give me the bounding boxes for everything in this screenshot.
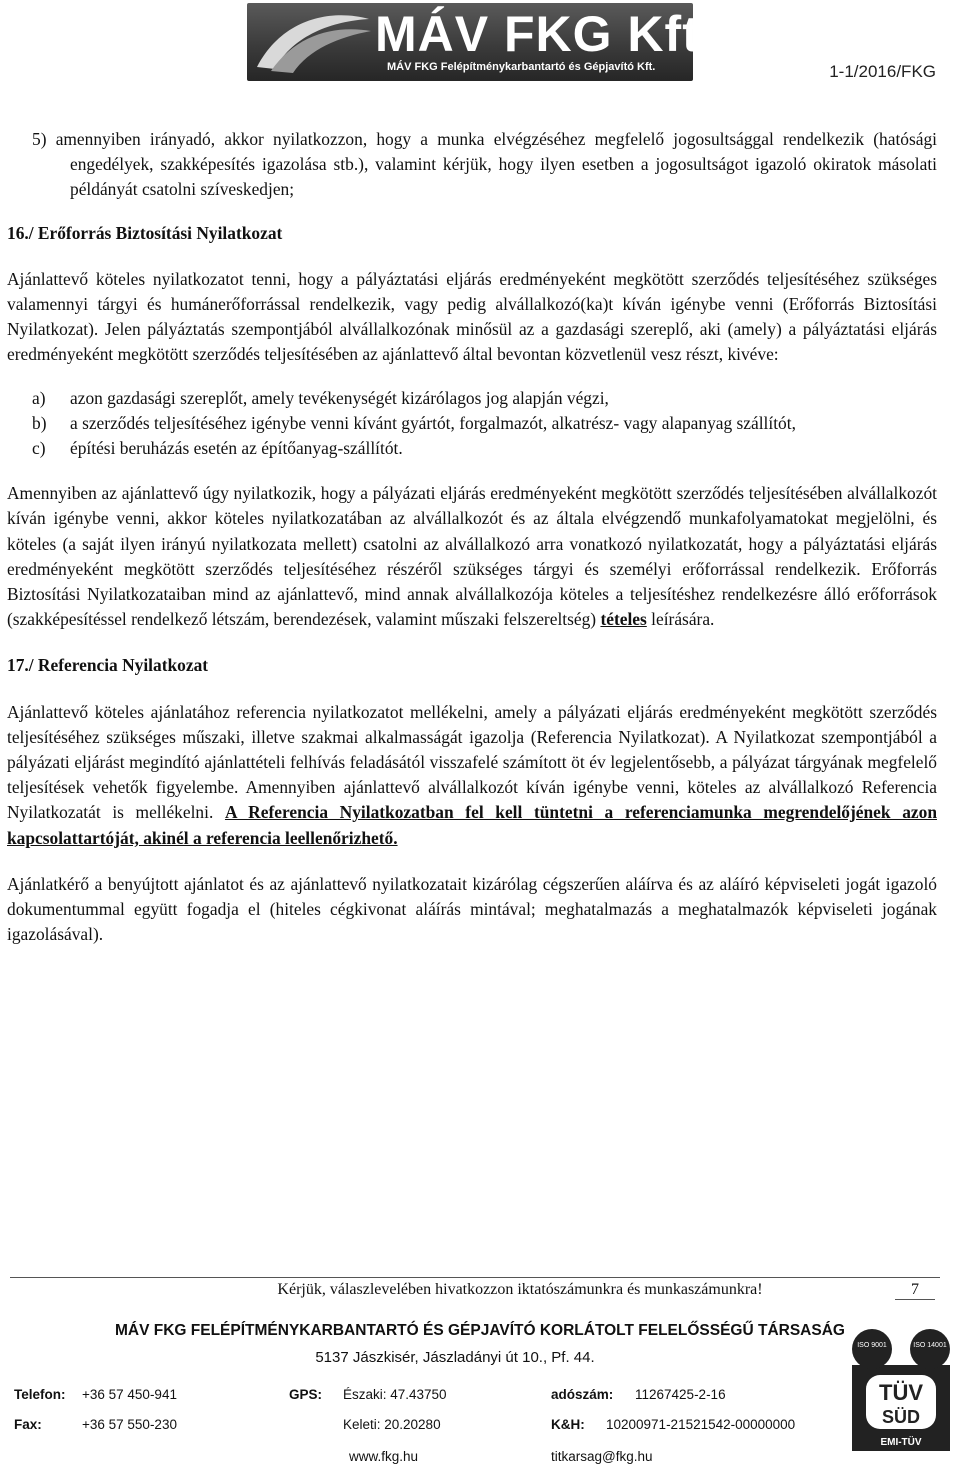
phone-label: Telefon: <box>14 1387 66 1402</box>
document-body <box>7 127 937 968</box>
section-17-paragraph-1 <box>7 700 937 851</box>
tax-label: adószám: <box>551 1387 614 1402</box>
email-link[interactable]: titkarsag@fkg.hu <box>551 1449 653 1464</box>
list-item-text: építési beruházás esetén az építőanyag-szállítót. <box>70 438 403 459</box>
website-link[interactable]: www.fkg.hu <box>349 1449 419 1464</box>
footer-divider <box>10 1277 940 1278</box>
list-item-label: c) <box>32 438 46 459</box>
list-item <box>7 386 937 411</box>
list-item-label: b) <box>32 412 47 433</box>
list-item-label: a) <box>32 387 46 408</box>
section-17-heading: 17./ Referencia Nyilatkozat <box>7 655 209 676</box>
paragraph-text-end: leírására. <box>651 609 715 630</box>
logo-title: MÁV FKG Kft. <box>375 6 715 62</box>
list-item-text: azon gazdasági szereplőt, amely tevékenységét kizárólagos jog alapján végzi, <box>70 387 609 408</box>
company-name: MÁV FKG FELÉPÍTMÉNYKARBANTARTÓ ÉS GÉPJAVÍTÓ KORLÁTOLT FELELŐSSÉGŰ TÁRSASÁG <box>115 1322 845 1339</box>
tax-number: 11267425-2-16 <box>635 1387 726 1402</box>
section-16-paragraph-2 <box>7 481 937 632</box>
emphasis-text: tételes <box>600 609 647 630</box>
emphasis-text: A Referencia Nyilatkozatban fel kell tüntetni a referenciamunka megrendelőjének azon kapcsolattartóját, akinél a referencia leellenőrizhető. <box>7 802 937 848</box>
list-item <box>7 436 937 461</box>
phone-number: +36 57 450-941 <box>82 1387 177 1402</box>
paragraph-text: Amennyiben az ajánlattevő úgy nyilatkozik, hogy a pályázati eljárás eredményeként megkötött szerződés teljesítésében alvállalkozót kíván igénybe venni, akkor köteles nyilatkozatában az alvállalkozót és az általa elvégzendő munkafolyamatokat megjelölni, és köteles (a saját ilyen irányú nyilatkozata mellett) csatolni az alvállalkozó arra vonatkozó nyilatkozatát, hogy a pályáztatási eljárás eredményeként megkötött szerződés teljesítéséhez részéről szükséges tárgyi és személyi erőforrással rendelkezik. Erőforrás Biztosítási Nyilatkozataiban mind az ajánlattevő, mind annak alvállalkozója köteles a teljesítéshez rendelkezésre álló erőforrások (szakképesítéssel rendelkező létszám, berendezések, valamint műszaki felszereltség) <box>7 483 937 630</box>
logo-subtitle: MÁV FKG Felépítménykarbantartó és Gépjavító Kft. <box>387 61 656 73</box>
fax-number: +36 57 550-230 <box>82 1417 177 1432</box>
list-item <box>7 411 937 436</box>
section-17-paragraph-2: Ajánlatkérő a benyújtott ajánlatot és az ajánlattevő nyilatkozatait kizárólag cégszerűen aláírva és az aláíró képviseleti jogát igazoló dokumentummal együtt fogadja el (hiteles cégkivonat aláírás mintával; meghatalmazás a meghatalmazók képviseleti jogának igazolásával). <box>7 873 937 945</box>
page-number: 7 <box>895 1281 935 1300</box>
section-16-paragraph-1: Ajánlattevő köteles nyilatkozatot tenni, hogy a pályáztatási eljárás eredményeként megkötött szerződés teljesítéséhez szükséges valamennyi tárgyi és humánerőforrással rendelkezik, vagy pedig alvállalkozó(ka)t kíván igénybe venni (Erőforrás Biztosítási Nyilatkozat). Jelen pályáztatás szempontjából alvállalkozónak minősül az a gazdasági szereplő, aki (amely) a pályáztatási eljárás eredményeként megkötött szerződés teljesítésében az ajánlattevő által bevontan közvetlenül vesz részt, kivéve: <box>7 268 937 365</box>
company-logo <box>247 3 715 81</box>
tuv-certification-icon <box>852 1327 950 1457</box>
tuv-text: TÜV <box>879 1380 923 1405</box>
gps-east: Keleti: 20.20280 <box>343 1417 441 1432</box>
footer-note: Kérjük, válaszlevelében hivatkozzon iktatószámunkra és munkaszámunkra! <box>277 1281 763 1298</box>
fax-label: Fax: <box>14 1417 42 1432</box>
list-item-5 <box>7 127 937 203</box>
list-item-text: a szerződés teljesítéséhez igénybe venni kívánt gyártót, forgalmazót, alkatrész- vagy alapanyag szállítót, <box>70 412 796 433</box>
company-address: 5137 Jászkisér, Jászladányi út 10., Pf. 44. <box>315 1349 595 1366</box>
section-16-heading: 16./ Erőforrás Biztosítási Nyilatkozat <box>7 222 283 243</box>
exception-list <box>7 386 937 462</box>
logo-swoosh-icon <box>253 9 373 75</box>
item-text: amennyiben irányadó, akkor nyilatkozzon, hogy a munka elvégzéséhez megfelelő jogosultsággal rendelkezik (hatósági engedélyek, szakképesítés igazolása stb.), valamint kérjük, hogy ilyen esetben a jogosultságot igazoló okiratok másolati példányát csatolni szíveskedjen; <box>55 129 937 200</box>
gps-north: Északi: 47.43750 <box>343 1387 447 1402</box>
sud-text: SÜD <box>881 1407 921 1427</box>
item-label: 5) <box>32 129 47 149</box>
gps-label: GPS: <box>289 1387 323 1402</box>
bank-account: 10200971-21521542-00000000 <box>606 1417 796 1432</box>
emi-tuv-text: EMI-TÜV <box>880 1437 922 1448</box>
bank-label: K&H: <box>551 1417 585 1432</box>
paragraph-text: Ajánlattevő köteles ajánlatához referencia nyilatkozatot mellékelni, amely a pályázati eljárás eredményeként megkötött szerződés teljesítéséhez szükséges műszaki, illetve szakmai alkalmasságát igazolja (Referencia Nyilatkozat). A Nyilatkozat szempontjából a pályázati eljárást megindító ajánlattételi felhívás feladásától visszafelé számított öt év legjelentősebb, a pályázat tárgyának megfelelő teljesítések vehetők figyelembe. Amennyiben ajánlattevő alvállalkozót kíván igénybe venni, köteles az alvállalkozó Referencia Nyilatkozatát is mellékelni. <box>7 701 937 823</box>
iso-left-text: ISO 9001 <box>857 1342 887 1349</box>
document-code: 1-1/2016/FKG <box>829 62 936 81</box>
iso-right-text: ISO 14001 <box>913 1342 947 1349</box>
